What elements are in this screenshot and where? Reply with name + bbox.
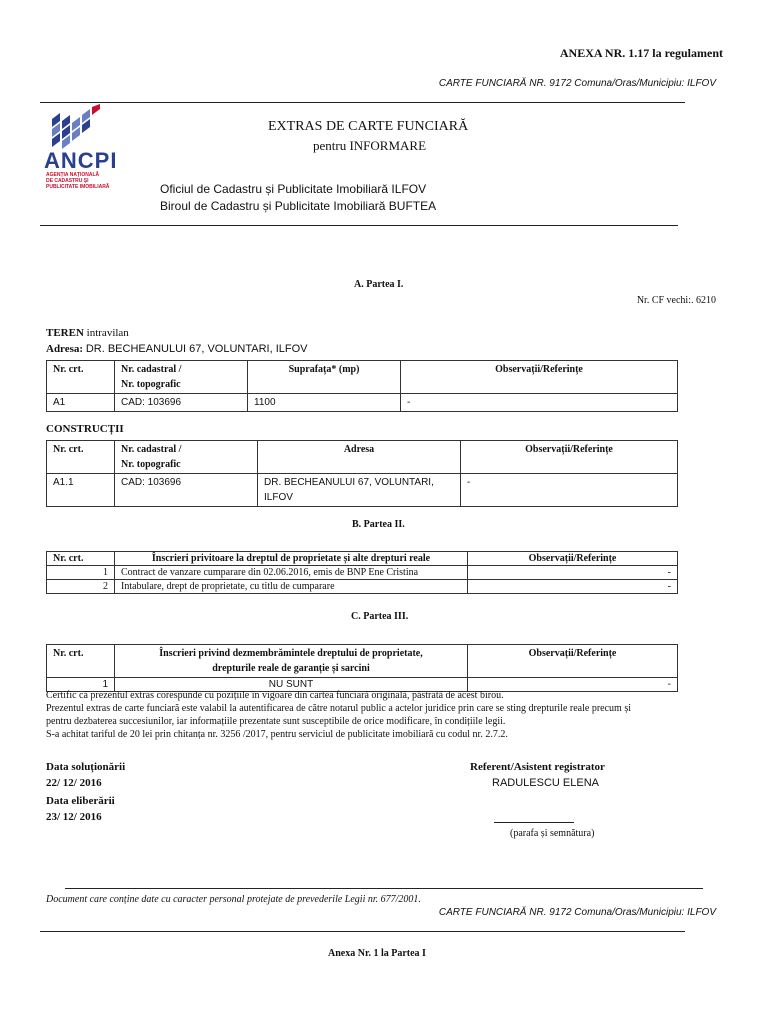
- col-nr-crt: Nr. crt.: [47, 552, 115, 566]
- constructii-label: CONSTRUCȚII: [46, 423, 124, 435]
- part3-table: [46, 644, 678, 692]
- cell: CAD: 103696: [115, 394, 248, 412]
- cell: -: [461, 474, 678, 507]
- cell: 1: [47, 678, 115, 692]
- col-inscrieri: Înscrieri privitoare la dreptul de proprietate și alte drepturi reale: [115, 552, 468, 566]
- part1-heading: A. Partea I.: [354, 279, 404, 290]
- table-header-row: [47, 645, 678, 678]
- col-inscrieri-line2: drepturile reale de garanție și sarcini: [212, 663, 370, 674]
- cell: Contract de vanzare cumparare din 02.06.2016, emis de BNP Ene Cristina: [115, 566, 468, 580]
- col-nr-cadastral: [115, 361, 248, 394]
- header-divider: [40, 102, 685, 103]
- address-label: Adresa:: [46, 343, 84, 355]
- cell: -: [468, 580, 678, 594]
- cell: 1: [47, 566, 115, 580]
- part2-heading: B. Partea II.: [352, 519, 405, 530]
- table-header-row: [47, 441, 678, 474]
- certify-line2: Prezentul extras de carte funciară este valabil la autentificarea de către notarul public a actelor juridice prin care se sting drepturile reale precum și: [46, 703, 631, 714]
- col-suprafata: Suprafața* (mp): [248, 361, 401, 394]
- registrar-name: RADULESCU ELENA: [492, 777, 599, 789]
- ancpi-emblem-icon: [42, 104, 142, 154]
- certify-line4: S-a achitat tariful de 20 lei prin chitanța nr. 3256 /2017, pentru serviciul de publicitate imobiliară cu codul nr. 2.7.2.: [46, 729, 508, 740]
- part3-heading: C. Partea III.: [351, 611, 409, 622]
- registrar-role: Referent/Asistent registrator: [470, 761, 605, 773]
- old-cf-number: Nr. CF vechi:. 6210: [636, 295, 716, 306]
- cf-reference-header: CARTE FUNCIARĂ NR. 9172 Comuna/Oras/Municipiu: ILFOV: [438, 78, 716, 89]
- cell: 1100: [248, 394, 401, 412]
- office-line2: Biroul de Cadastru și Publicitate Imobiliară BUFTEA: [160, 199, 437, 213]
- cell: CAD: 103696: [115, 474, 258, 507]
- cell: A1: [47, 394, 115, 412]
- office-divider: [40, 225, 678, 226]
- col-nr-cadastral: [115, 441, 258, 474]
- part2-table: [46, 551, 678, 594]
- construction-table: [46, 440, 678, 507]
- document-title-line2: pentru INFORMARE: [313, 138, 427, 153]
- cell: -: [468, 678, 678, 692]
- logo-subtitle-3: PUBLICITATE IMOBILIARĂ: [46, 184, 110, 190]
- logo-name: ANCPI: [44, 148, 118, 173]
- certification-text: [46, 689, 736, 741]
- logo-subtitle-1: AGENȚIA NAȚIONALĂ: [46, 172, 100, 178]
- logo-subtitle-2: DE CADASTRU ȘI: [46, 178, 89, 184]
- privacy-note: Document care conține date cu caracter personal protejate de prevederile Legii nr. 677/2001.: [46, 894, 421, 905]
- certify-line1: Certific că prezentul extras corespunde cu pozițiile în vigoare din cartea funciară originală, păstrată de acest birou.: [46, 690, 504, 701]
- col-observatii: Observații/Referințe: [461, 441, 678, 474]
- table-row: [47, 580, 678, 594]
- teren-line: [46, 327, 129, 339]
- cell: 2: [47, 580, 115, 594]
- address-value: DR. BECHEANULUI 67, VOLUNTARI, ILFOV: [85, 343, 308, 355]
- col-nr-topografic: Nr. topografic: [121, 379, 181, 390]
- col-observatii: Observații/Referințe: [468, 552, 678, 566]
- table-header-row: [47, 552, 678, 566]
- date-issue-label: Data eliberării: [46, 795, 115, 807]
- date-issue-value: 23/ 12/ 2016: [46, 811, 102, 823]
- cell: [258, 474, 461, 507]
- col-nr-cadastral-line1: Nr. cadastral /: [121, 444, 182, 455]
- date-solution-value: 22/ 12/ 2016: [46, 777, 102, 789]
- annex-footer: Anexa Nr. 1 la Partea I: [328, 948, 426, 959]
- address-line2: ILFOV: [264, 492, 293, 503]
- date-solution-label: Data soluționării: [46, 761, 126, 773]
- col-observatii: Observații/Referințe: [401, 361, 678, 394]
- land-table: [46, 360, 678, 412]
- col-nr-cadastral-line1: Nr. cadastral /: [121, 364, 182, 375]
- footer-divider-bottom: [40, 931, 685, 932]
- footer-divider-top: [65, 888, 703, 889]
- annex-header: ANEXA NR. 1.17 la regulament: [559, 46, 723, 60]
- col-adresa: Adresa: [258, 441, 461, 474]
- table-row: [47, 474, 678, 507]
- document-title-line1: EXTRAS DE CARTE FUNCIARĂ: [268, 119, 469, 134]
- address-line: [46, 343, 308, 355]
- teren-value: intravilan: [86, 327, 129, 339]
- table-row: [47, 566, 678, 580]
- cell: -: [468, 566, 678, 580]
- cell: A1.1: [47, 474, 115, 507]
- col-nr-crt: Nr. crt.: [47, 361, 115, 394]
- col-inscrieri-line1: Înscrieri privind dezmembrămintele dreptului de proprietate,: [159, 648, 423, 659]
- cell: -: [401, 394, 678, 412]
- address-line1: DR. BECHEANULUI 67, VOLUNTARI,: [264, 477, 434, 488]
- table-row: [47, 394, 678, 412]
- stamp-note: (parafa și semnătura): [510, 828, 595, 839]
- col-observatii: Observații/Referințe: [468, 645, 678, 678]
- office-line1: Oficiul de Cadastru și Publicitate Imobiliară ILFOV: [160, 182, 427, 196]
- cell: Intabulare, drept de proprietate, cu titlu de cumparare: [115, 580, 468, 594]
- signature-line: [494, 822, 574, 823]
- certify-line3: pentru dezbaterea succesiunilor, iar informațiile prezentate sunt susceptibile de orice modificare, în condițiile legii.: [46, 716, 506, 727]
- cell: NU SUNT: [115, 678, 468, 692]
- col-inscrieri: [115, 645, 468, 678]
- teren-label: TEREN: [46, 327, 84, 339]
- col-nr-topografic: Nr. topografic: [121, 459, 181, 470]
- col-nr-crt: Nr. crt.: [47, 645, 115, 678]
- col-nr-crt: Nr. crt.: [47, 441, 115, 474]
- cf-reference-footer: CARTE FUNCIARĂ NR. 9172 Comuna/Oras/Municipiu: ILFOV: [438, 907, 716, 918]
- table-header-row: [47, 361, 678, 394]
- ancpi-logo: [42, 104, 142, 190]
